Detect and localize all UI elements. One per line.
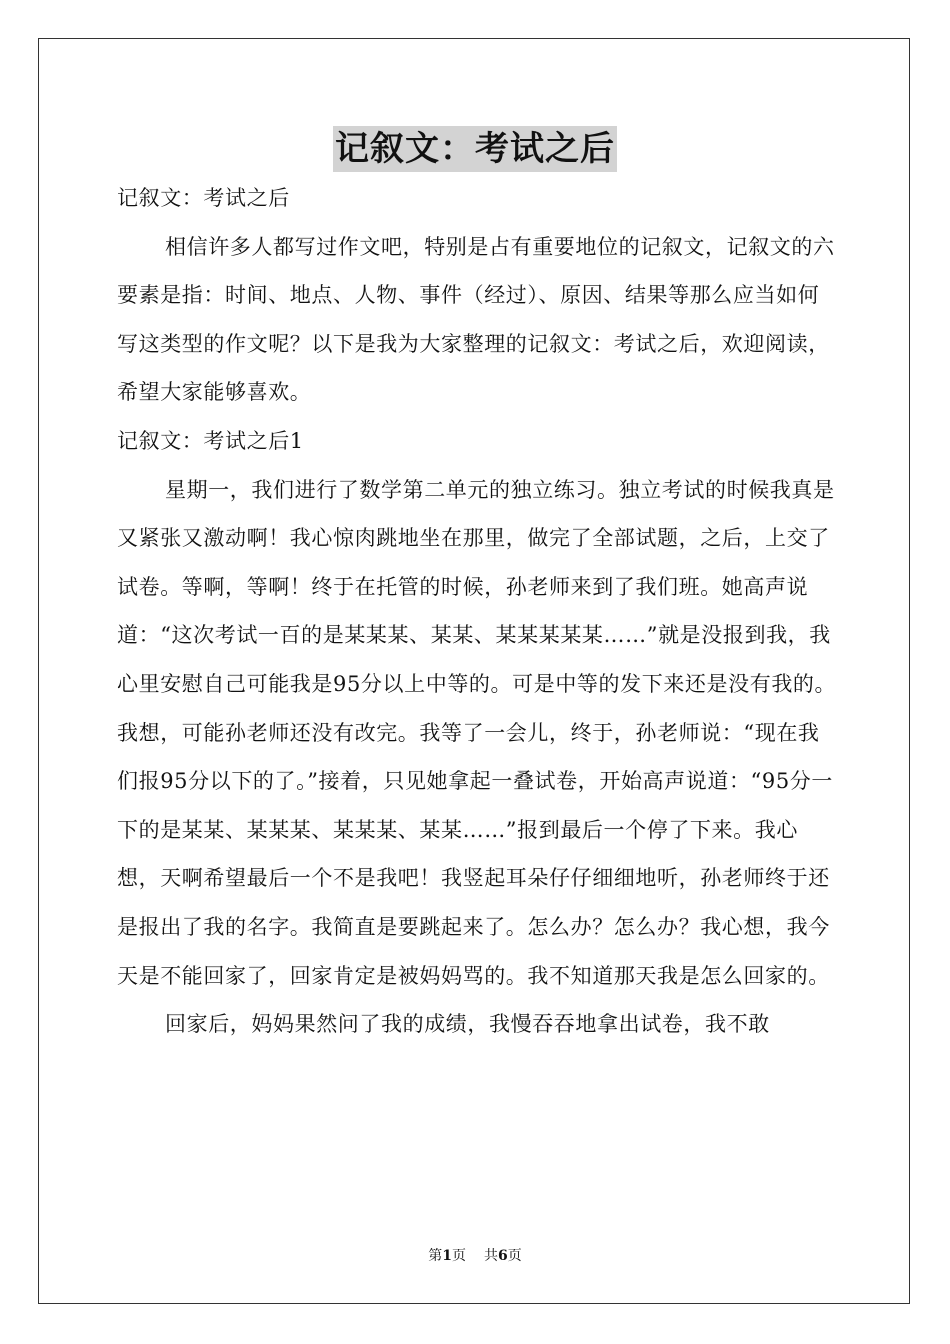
page-footer — [0, 1246, 950, 1266]
document-body — [117, 174, 837, 1049]
body-paragraph-1: 星期一，我们进行了数学第二单元的独立练习。独立考试的时候我真是又紧张又激动啊！我心惊肉跳地坐在那里，做完了全部试题，之后，上交了试卷。等啊，等啊！终于在托管的时候，孙老师来到了我们班。她高声说道：“这次考试一百的是某某某、某某、某某某某某……”就是没报到我，我心里安慰自己可能我是95分以上中等的。可是中等的发下来还是没有我的。我想，可能孙老师还没有改完。我等了一会儿，终于，孙老师说：“现在我们报95分以下的了。”接着，只见她拿起一叠试卷，开始高声说道：“95分一下的是某某、某某某、某某某、某某……”报到最后一个停了下来。我心想，天啊希望最后一个不是我吧！我竖起耳朵仔仔细细地听，孙老师终于还是报出了我的名字。我简直是要跳起来了。怎么办？怎么办？我心想，我今天是不能回家了，回家肯定是被妈妈骂的。我不知道那天我是怎么回家的。 — [117, 477, 837, 988]
page-suffix: 页 — [452, 1248, 466, 1264]
total-prefix: 共 — [484, 1248, 498, 1264]
total-pages: 6 — [498, 1248, 508, 1264]
document-subtitle: 记叙文：考试之后 — [117, 186, 290, 210]
page-prefix: 第 — [428, 1248, 443, 1264]
page-number: 1 — [442, 1248, 452, 1264]
total-suffix: 页 — [507, 1248, 522, 1264]
body-paragraph-2: 回家后，妈妈果然问了我的成绩，我慢吞吞地拿出试卷，我不敢 — [165, 1012, 770, 1037]
intro-paragraph: 相信许多人都写过作文吧，特别是占有重要地位的记叙文，记叙文的六要素是指：时间、地点、人物、事件（经过）、原因、结果等那么应当如何写这类型的作文呢？以下是我为大家整理的记叙文：考试之后，欢迎阅读，希望大家能够喜欢。 — [117, 234, 835, 405]
document-title: 记叙文：考试之后 — [333, 126, 617, 172]
section-heading: 记叙文：考试之后1 — [117, 428, 304, 453]
title-container — [0, 126, 950, 172]
